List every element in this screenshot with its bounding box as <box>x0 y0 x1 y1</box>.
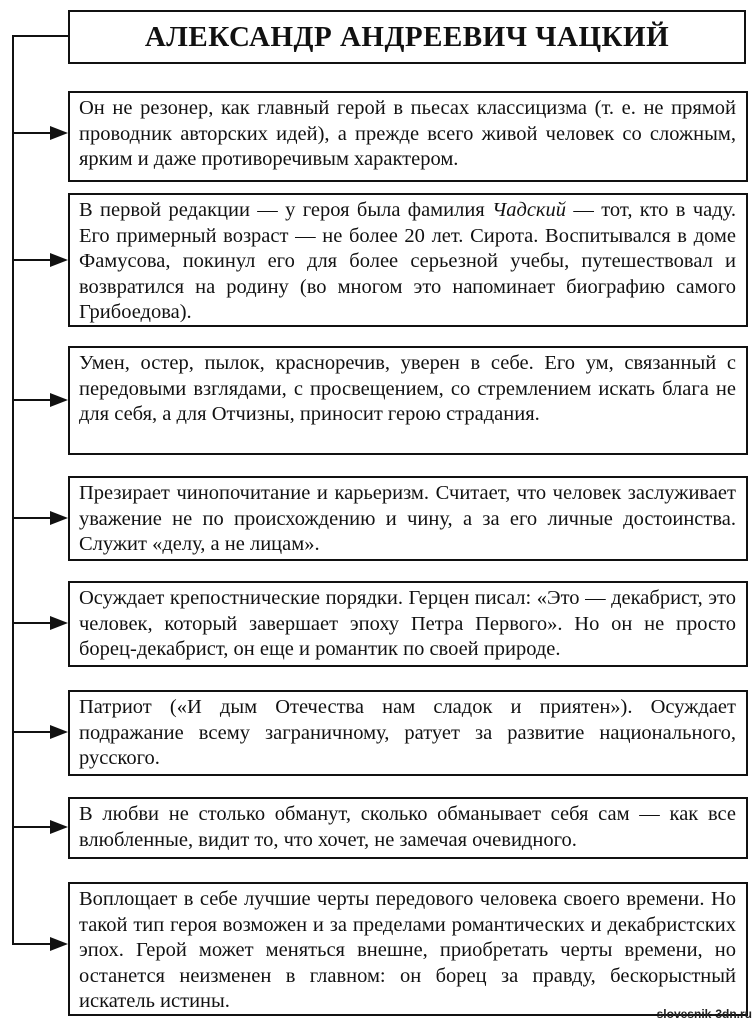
arrow-5 <box>12 616 68 630</box>
trait-box-8 <box>68 882 748 1016</box>
trait-box-5 <box>68 581 748 667</box>
arrow-8 <box>12 937 68 951</box>
trait-box-6 <box>68 690 748 776</box>
trait-text-7: В любви не столько обманут, сколько обманывает себя сам — как все влюбленные, видит то, что хочет, не замечая очевидного. <box>79 803 736 851</box>
trait-text-6: Патриот («И дым Отечества нам сладок и приятен»). Осуждает подражание всему заграничному, ратует за развитие национального, русского. <box>79 696 736 769</box>
trait-box-7 <box>68 797 748 859</box>
title-box <box>68 10 746 64</box>
trait-text-8: Воплощает в себе лучшие черты передового человека своего времени. Но такой тип героя возможен и за пределами романтических и декабристских эпох. Герой может меняться внешне, приобретать черты времени, но останется неизменен в главном: он борец за правду, бескорыстный искатель истины. <box>79 888 736 1012</box>
trait-box-4 <box>68 476 748 561</box>
arrow-7 <box>12 820 68 834</box>
arrow-2 <box>12 253 68 267</box>
trait-text-1: Он не резонер, как главный герой в пьесах классицизма (т. е. не прямой проводник авторских идей), а прежде всего живой человек со сложным, ярким и даже противоречивым характером. <box>79 97 736 170</box>
arrow-3 <box>12 393 68 407</box>
trait-text-5: Осуждает крепостнические порядки. Герцен писал: «Это — декабрист, это человек, который завершает эпоху Петра Первого». Но он не просто борец-декабрист, он еще и романтик по своей природе. <box>79 587 736 660</box>
arrow-6 <box>12 725 68 739</box>
connector-spine <box>12 36 14 944</box>
trait-text-3: Умен, остер, пылок, красноречив, уверен в себе. Его ум, связанный с передовыми взглядами, с просвещением, со стремлением искать блага не для себя, а для Отчизны, приносит герою страдания. <box>79 352 736 425</box>
trait-text-2: В первой редакции — у героя была фамилия Чадский — тот, кто в чаду. Его примерный возраст — не более 20 лет. Сирота. Воспитывался в доме Фамусова, покинул его для более серьезной учебы, путешествовал и возвратился на родину (во многом это напоминает биографию самого Грибоедова). <box>79 199 736 323</box>
watermark: slovesnik-3dn.ru <box>656 1007 752 1021</box>
trait-box-3 <box>68 346 748 455</box>
title-connector <box>12 35 69 37</box>
surname-italic: Чадский <box>492 199 567 221</box>
arrow-1 <box>12 126 68 140</box>
arrow-4 <box>12 511 68 525</box>
trait-box-2 <box>68 193 748 327</box>
trait-box-1 <box>68 91 748 182</box>
trait-text-4: Презирает чинопочитание и карьеризм. Считает, что человек заслуживает уважение не по происхождению и чину, а за его личные достоинства. Служит «делу, а не лицам». <box>79 482 736 555</box>
diagram-title: АЛЕКСАНДР АНДРЕЕВИЧ ЧАЦКИЙ <box>144 20 670 53</box>
